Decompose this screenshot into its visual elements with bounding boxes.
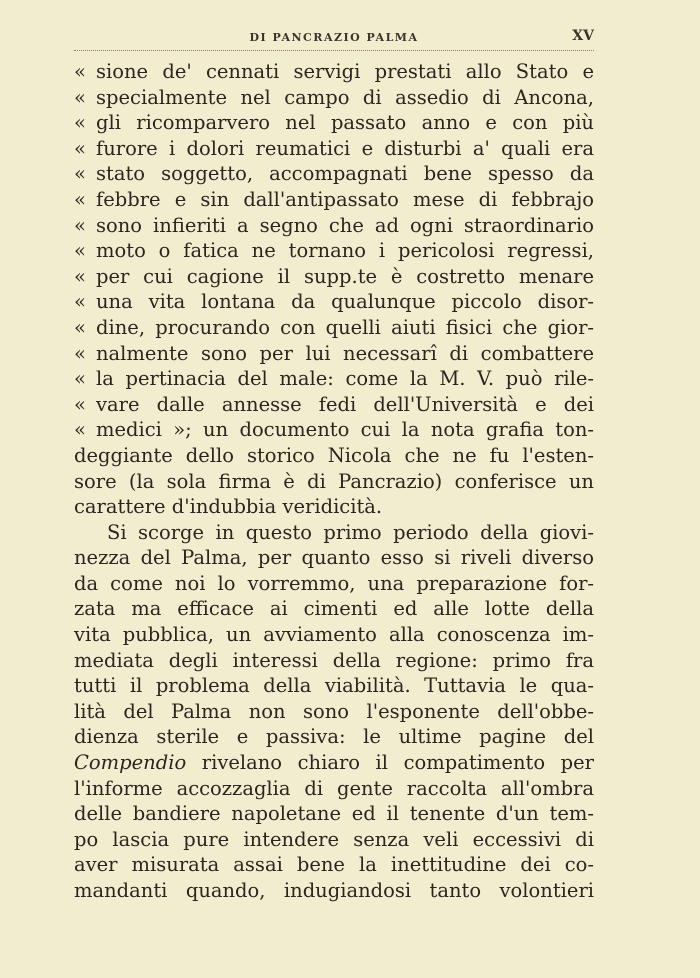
- text-line: nezza del Palma, per quanto esso si riveli diverso: [74, 546, 594, 570]
- page-number: XV: [572, 28, 594, 44]
- quote-mark: «: [74, 213, 86, 237]
- italic-title: Compendio: [74, 751, 187, 775]
- text-line: « moto o fatica ne tornano i pericolosi regressi,: [74, 239, 594, 263]
- running-head: DI PANCRAZIO PALMA: [249, 31, 419, 44]
- quote-mark: «: [74, 341, 86, 365]
- quote-mark: «: [74, 187, 86, 211]
- page-header: [74, 28, 594, 51]
- quote-mark: «: [74, 315, 86, 339]
- quote-mark: «: [74, 239, 86, 263]
- text-line: « febbre e sin dall'antipassato mese di febbrajo: [74, 187, 594, 211]
- quote-mark: «: [74, 162, 86, 186]
- text-line: « furore i dolori reumatici e disturbi a' quali era: [74, 136, 594, 160]
- text-line: « per cui cagione il supp.te è costretto menare: [74, 264, 594, 288]
- text-line: « medici »; un documento cui la nota grafia ton-: [74, 418, 594, 442]
- text-line: « specialmente nel campo di assedio di Ancona,: [74, 85, 594, 109]
- text-line: po lascia pure intendere senza veli eccessivi di: [74, 827, 594, 851]
- text-line: « sione de' cennati servigi prestati allo Stato e: [74, 60, 594, 83]
- paragraph-start-line: Si scorge in questo primo periodo della giovi-: [107, 520, 594, 544]
- quote-mark: «: [74, 264, 86, 288]
- text-line: « una vita lontana da qualunque piccolo disor-: [74, 290, 594, 314]
- text-line: zata ma efficace ai cimenti ed alle lotte della: [74, 597, 594, 621]
- text-line: mandanti quando, indugiandosi tanto volontieri: [74, 879, 594, 902]
- text-line: delle bandiere napoletane ed il tenente d'un tem-: [74, 802, 594, 826]
- text-line: « vare dalle annesse fedi dell'Università e dei: [74, 392, 594, 416]
- text-line: « gli ricomparvero nel passato anno e con più: [74, 111, 594, 135]
- quote-mark: «: [74, 60, 86, 83]
- text-line: lità del Palma non sono l'esponente dell'obbe-: [74, 699, 594, 723]
- text-line: da come noi lo vorremmo, una preparazione for-: [74, 571, 594, 595]
- text-line: « sono infieriti a segno che ad ogni straordinario: [74, 213, 594, 237]
- quote-mark: «: [74, 136, 86, 160]
- text-line: vita pubblica, un avviamento alla conoscenza im-: [74, 623, 594, 647]
- body-text: [74, 59, 594, 904]
- quote-mark: «: [74, 367, 86, 391]
- text-line: l'informe accozzaglia di gente raccolta all'ombra: [74, 776, 594, 800]
- text-line: aver misurata assai bene la inettitudine dei co-: [74, 853, 594, 877]
- text-line: Compendio rivelano chiaro il compatimento per: [74, 751, 594, 775]
- quote-mark: «: [74, 418, 86, 442]
- quote-mark: «: [74, 392, 86, 416]
- text-line: tutti il problema della viabilità. Tuttavia le qua-: [74, 674, 594, 698]
- text-line: mediata degli interessi della regione: primo fra: [74, 648, 594, 672]
- quote-mark: «: [74, 85, 86, 109]
- text-line: deggiante dello storico Nicola che ne fu l'esten-: [74, 443, 594, 467]
- quote-mark: «: [74, 111, 86, 135]
- text-line: « la pertinacia del male: come la M. V. può rile-: [74, 367, 594, 391]
- quote-mark: «: [74, 290, 86, 314]
- text-line: « dine, procurando con quelli aiuti fisici che gior-: [74, 315, 594, 339]
- text-line: dienza sterile e passiva: le ultime pagine del: [74, 725, 594, 749]
- text-line: « nalmente sono per lui necessarî di combattere: [74, 341, 594, 365]
- text-line: sore (la sola firma è di Pancrazio) conferisce un: [74, 469, 594, 493]
- text-line: « stato soggetto, accompagnati bene spesso da: [74, 162, 594, 186]
- paragraph-end-line: carattere d'indubbia veridicità.: [74, 495, 383, 519]
